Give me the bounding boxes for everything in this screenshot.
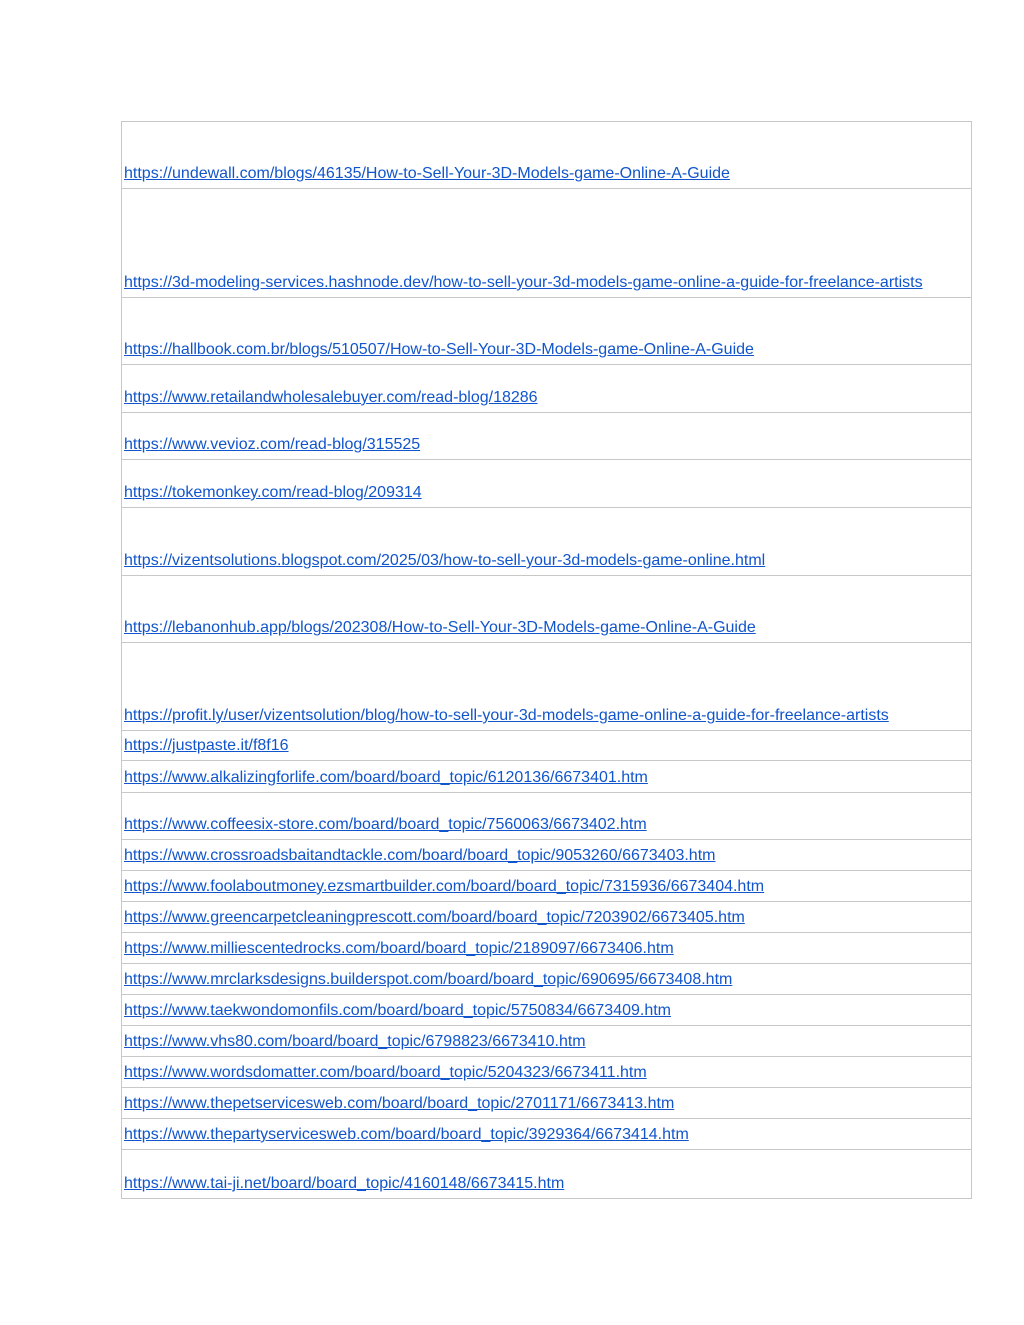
table-link[interactable]: https://www.retailandwholesalebuyer.com/read-blog/18286 [124, 389, 538, 406]
table-row [122, 122, 971, 189]
table-row [122, 189, 971, 298]
table-link[interactable]: https://www.mrclarksdesigns.builderspot.com/board/board_topic/690695/6673408.htm [124, 971, 733, 988]
table-link[interactable]: https://www.wordsdomatter.com/board/board_topic/5204323/6673411.htm [124, 1064, 647, 1081]
table-row [122, 643, 971, 731]
table-link[interactable]: https://vizentsolutions.blogspot.com/2025/03/how-to-sell-your-3d-models-game-online.html [124, 552, 766, 569]
table-link[interactable]: https://www.vhs80.com/board/board_topic/6798823/6673410.htm [124, 1033, 586, 1050]
table-link[interactable]: https://www.taekwondomonfils.com/board/board_topic/5750834/6673409.htm [124, 1002, 672, 1019]
table-row [122, 1150, 971, 1198]
table-row [122, 731, 971, 761]
table-link[interactable]: https://justpaste.it/f8f16 [124, 737, 289, 754]
table-row [122, 1026, 971, 1057]
table-row [122, 576, 971, 643]
table-row [122, 902, 971, 933]
table-row [122, 840, 971, 871]
table-row [122, 1119, 971, 1150]
table-row [122, 995, 971, 1026]
table-link[interactable]: https://profit.ly/user/vizentsolution/blog/how-to-sell-your-3d-models-game-online-a-guide-for-freelance-artists [124, 707, 889, 724]
table-link[interactable]: https://3d-modeling-services.hashnode.dev/how-to-sell-your-3d-models-game-online-a-guide-for-freelance-artists [124, 274, 923, 291]
table-row [122, 365, 971, 413]
table-link[interactable]: https://www.tai-ji.net/board/board_topic/4160148/6673415.htm [124, 1175, 565, 1192]
table-link[interactable]: https://www.thepetservicesweb.com/board/board_topic/2701171/6673413.htm [124, 1095, 675, 1112]
table-link[interactable]: https://www.alkalizingforlife.com/board/board_topic/6120136/6673401.htm [124, 769, 648, 786]
table-row [122, 761, 971, 793]
table-row [122, 1088, 971, 1119]
table-link[interactable]: https://tokemonkey.com/read-blog/209314 [124, 484, 422, 501]
table-link[interactable]: https://www.milliescentedrocks.com/board/board_topic/2189097/6673406.htm [124, 940, 674, 957]
table-row [122, 964, 971, 995]
table-link[interactable]: https://www.thepartyservicesweb.com/board/board_topic/3929364/6673414.htm [124, 1126, 689, 1143]
table-row [122, 413, 971, 460]
table-row [122, 460, 971, 508]
table-row [122, 298, 971, 365]
table-row [122, 871, 971, 902]
table-link[interactable]: https://lebanonhub.app/blogs/202308/How-to-Sell-Your-3D-Models-game-Online-A-Guide [124, 619, 756, 636]
link-table [121, 121, 972, 1199]
table-row [122, 508, 971, 576]
table-link[interactable]: https://www.coffeesix-store.com/board/board_topic/7560063/6673402.htm [124, 816, 647, 833]
table-link[interactable]: https://hallbook.com.br/blogs/510507/How-to-Sell-Your-3D-Models-game-Online-A-Guide [124, 341, 754, 358]
table-link[interactable]: https://www.crossroadsbaitandtackle.com/board/board_topic/9053260/6673403.htm [124, 847, 716, 864]
table-row [122, 1057, 971, 1088]
table-row [122, 933, 971, 964]
table-link[interactable]: https://www.vevioz.com/read-blog/315525 [124, 436, 421, 453]
table-link[interactable]: https://www.greencarpetcleaningprescott.com/board/board_topic/7203902/6673405.htm [124, 909, 745, 926]
table-link[interactable]: https://undewall.com/blogs/46135/How-to-Sell-Your-3D-Models-game-Online-A-Guide [124, 165, 730, 182]
table-row [122, 793, 971, 840]
table-link[interactable]: https://www.foolaboutmoney.ezsmartbuilder.com/board/board_topic/7315936/6673404.htm [124, 878, 765, 895]
